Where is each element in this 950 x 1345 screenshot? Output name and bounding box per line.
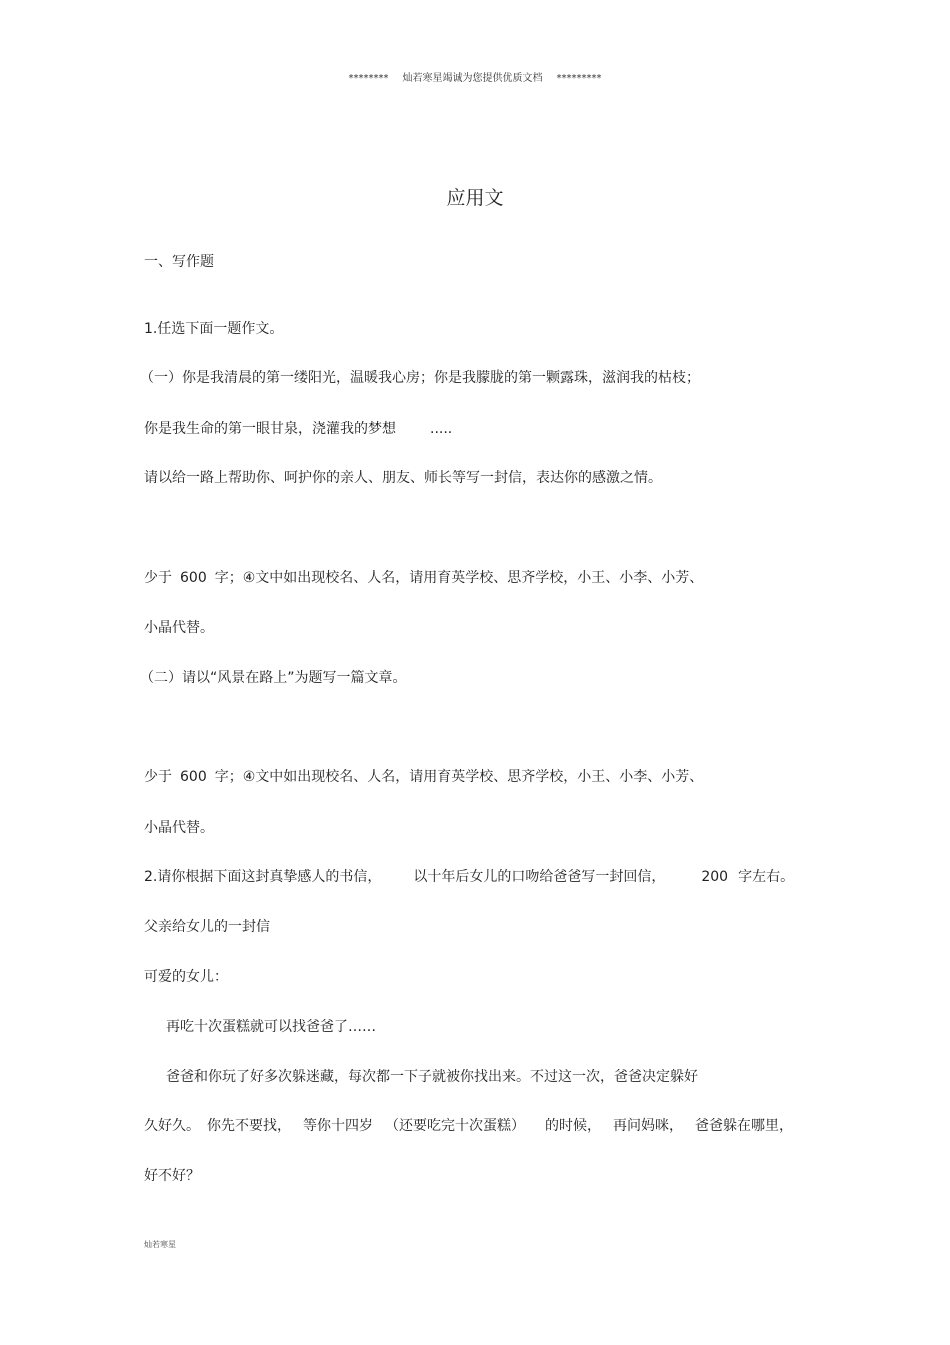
requirement-1-line-2: 小晶代替。 <box>144 620 214 636</box>
letter-seg-e: 的时候， <box>545 1118 601 1134</box>
requirement-2-line-1 <box>144 766 703 786</box>
requirement-1-text: 字；④文中如出现校名、人名，请用育英学校、思齐学校，小王、小李、小芳、 <box>214 570 704 586</box>
header-stars-right: ********* <box>556 73 602 84</box>
page-header <box>0 69 950 84</box>
question-1-intro: 1.任选下面一题作文。 <box>144 321 284 337</box>
header-stars-left: ******** <box>348 73 389 84</box>
requirement-2-line-2: 小晶代替。 <box>144 820 214 836</box>
letter-seg-c: 等你十四岁 <box>303 1118 373 1134</box>
letter-seg-a: 久好久。 <box>144 1118 200 1134</box>
document-title: 应用文 <box>446 187 504 209</box>
letter-salutation: 可爱的女儿： <box>144 969 228 985</box>
letter-paragraph-2-line-3: 好不好？ <box>144 1168 200 1184</box>
letter-paragraph-2-line-1: 爸爸和你玩了好多次躲迷藏，每次都一下子就被你找出来。不过这一次，爸爸决定躲好 <box>166 1069 698 1085</box>
requirement-1-prefix: 少于 <box>144 570 172 586</box>
letter-title: 父亲给女儿的一封信 <box>144 919 270 935</box>
letter-paragraph-1: 再吃十次蛋糕就可以找爸爸了…… <box>166 1019 376 1035</box>
question-2-part-b: 以十年后女儿的口吻给爸爸写一封回信， <box>413 869 666 885</box>
question-2-part-d: 字左右。 <box>738 869 795 885</box>
requirement-2-text: 字；④文中如出现校名、人名，请用育英学校、思齐学校，小王、小李、小芳、 <box>214 769 704 785</box>
requirement-2-prefix: 少于 <box>144 769 172 785</box>
header-text: 灿若寒星竭诚为您提供优质文档 <box>402 73 543 84</box>
requirement-2-count: 600 <box>180 769 207 785</box>
option-1-line-2 <box>144 418 452 438</box>
option-1-ellipsis: ..... <box>430 421 453 437</box>
option-1-line-3: 请以给一路上帮助你、呵护你的亲人、朋友、师长等写一封信，表达你的感激之情。 <box>144 470 662 486</box>
option-1-line-1: （一）你是我清晨的第一缕阳光，温暖我心房；你是我朦胧的第一颗露珠，滋润我的枯枝； <box>140 370 700 386</box>
question-2-word-count: 200 <box>701 869 729 885</box>
requirement-1-line-1 <box>144 567 703 587</box>
letter-seg-f: 再问妈咪， <box>613 1118 683 1134</box>
option-2: （二）请以“风景在路上”为题写一篇文章。 <box>140 670 407 686</box>
page-footer: 灿若寒星 <box>144 1240 176 1249</box>
option-1-line-2-text: 你是我生命的第一眼甘泉，浇灌我的梦想 <box>144 421 396 437</box>
letter-paragraph-2-line-2 <box>144 1115 793 1135</box>
letter-seg-d: （还要吃完十次蛋糕） <box>385 1118 525 1134</box>
letter-seg-g: 爸爸躲在哪里， <box>695 1118 793 1134</box>
requirement-1-count: 600 <box>180 570 207 586</box>
section-heading: 一、写作题 <box>144 254 214 270</box>
question-2-line <box>144 866 794 886</box>
question-2-part-a: 2.请你根据下面这封真挚感人的书信， <box>144 869 382 885</box>
letter-seg-b: 你先不要找， <box>207 1118 291 1134</box>
